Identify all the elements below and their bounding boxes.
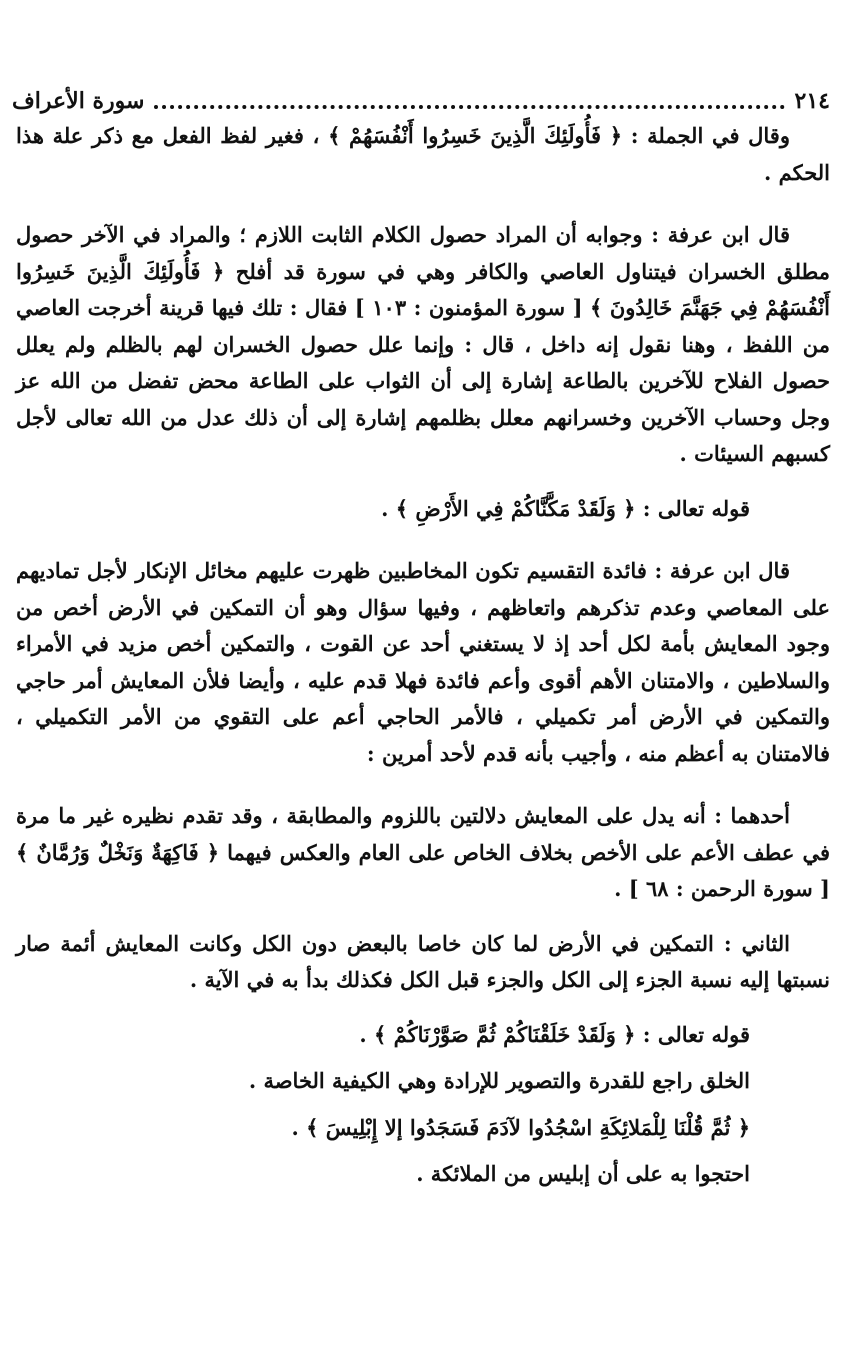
verse-heading-khalaqnakum: قوله تعالى : ﴿ وَلَقَدْ خَلَقْنَاكُمْ ثُمَّ صَوَّرْنَاكُمْ ﴾ . — [359, 1021, 750, 1047]
dotted-leader — [154, 105, 784, 109]
paragraph-second-reason: الثاني : التمكين في الأرض لما كان خاصا بالبعض دون الكل وكانت المعايش أئمة صار نسبتها إليه نسبة الجزء إلى الكل والجزء قبل الكل فكذلك بدأ به في الآية . — [16, 930, 830, 992]
surah-title: سورة الأعراف — [12, 88, 145, 114]
paragraph-ibn-arafa-division: قال ابن عرفة : فائدة التقسيم تكون المخاطبين ظهرت عليهم مخائل الإنكار لأجل تماديهم على المعاصي وعدم تذكرهم واتعاظهم ، وفيها سؤال وهو أن التمكين في الأرض أخص من وجود المعايش بأمة لكل أحد إذ لا يستغني أحد عن القوت ، والتمكين أخص مزيد في الأمراء والسلاطين ، والامتنان الأهم أقوى وأعم فائدة فهلا قدم عليه ، وأيضا فلأن المعايش أمر حاجي والتمكين في الأرض أمر تكميلي ، فالأمر الحاجي أعم على التقوي من الأمر التكميلي ، فالامتنان به أعظم منه ، وأجيب بأنه قدم لأحد أمرين : — [16, 558, 830, 766]
page-body — [16, 118, 830, 1372]
paragraph-ibn-arafa-answer: قال ابن عرفة : وجوابه أن المراد حصول الكلام الثابت اللازم ؛ والمراد في الآخر حصول مطلق الخسران فيتناول العاصي والكافر وهي في سورة قد أفلح ﴿ فَأُولَئِكَ الَّذِينَ خَسِرُوا أَنْفُسَهُمْ فِي جَهَنَّمَ خَالِدُونَ ﴾ [ سورة المؤمنون : ١٠٣ ] فقال : تلك فيها قرينة أخرجت العاصي من اللفظ ، وهنا نقول إنه داخل ، قال : وإنما علل حصول الخسران لهم بالظلم ولم يعلل حصول الفلاح للآخرين بالطاعة إشارة إلى أن الثواب على الطاعة محض تفضل من الله عز وجل وحساب الآخرين وخسرانهم معلل بظلمهم إشارة إلى أن ذلك عدل من الله تعالى لأجل كسبهم السيئات . — [16, 222, 830, 466]
paragraph-first-reason: أحدهما : أنه يدل على المعايش دلالتين باللزوم والمطابقة ، وقد تقدم نظيره غير ما مرة في عطف الأعم على الأخص بخلاف الخاص على العام والعكس فيهما ﴿ فَاكِهَةٌ وَنَخْلٌ وَرُمَّانٌ ﴾ [ سورة الرحمن : ٦٨ ] . — [16, 803, 830, 901]
verse-prostration: ﴿ ثُمَّ قُلْنَا لِلْمَلائِكَةِ اسْجُدُوا لآدَمَ فَسَجَدُوا إلا إِبْلِيسَ ﴾ . — [291, 1114, 750, 1140]
paragraph-creation-note: الخلق راجع للقدرة والتصوير للإرادة وهي الكيفية الخاصة . — [248, 1068, 750, 1093]
paragraph-intro: وقال في الجملة : ﴿ فَأُولَئِكَ الَّذِينَ خَسِرُوا أَنْفُسَهُمْ ﴾ ، فغير لفظ الفعل مع ذكر علة هذا الحكم . — [16, 123, 830, 185]
page-header — [12, 82, 830, 116]
page-number: ٢١٤ — [794, 88, 830, 114]
paragraph-iblis-note: احتجوا به على أن إبليس من الملائكة . — [416, 1161, 750, 1186]
verse-heading-makkannakum: قوله تعالى : ﴿ وَلَقَدْ مَكَّنَّاكُمْ فِي الأَرْضِ ﴾ . — [381, 495, 750, 521]
